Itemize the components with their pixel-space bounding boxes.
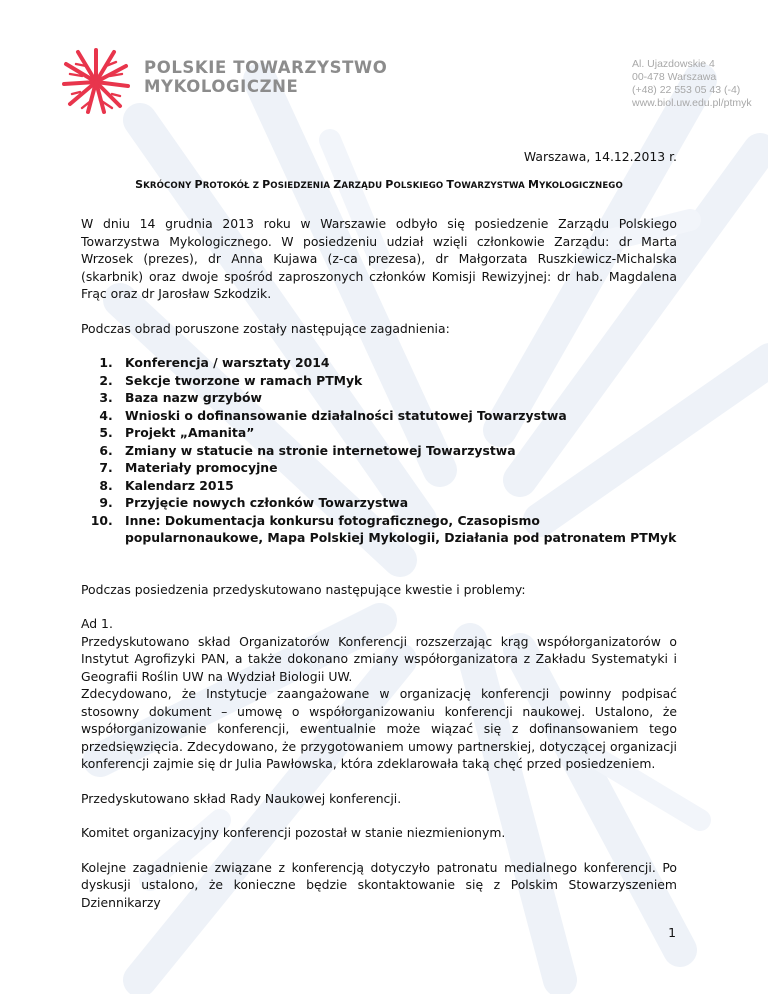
agenda-item: 9. Przyjęcie nowych członków Towarzystwa	[117, 494, 677, 512]
agenda-list	[81, 354, 677, 547]
document-date: Warszawa, 14.12.2013 r.	[523, 149, 677, 164]
title-initial: P	[262, 177, 271, 191]
title-word-rest: ROTOKÓŁ Z	[202, 180, 263, 191]
agenda-item: 4. Wnioski o dofinansowanie działalności statutowej Towarzystwa	[117, 407, 677, 425]
title-word-rest: OWARZYSTWA	[454, 180, 529, 191]
ad1-paragraph-4: Komitet organizacyjny konferencji pozostał w stanie niezmienionym.	[81, 825, 506, 840]
ad1-paragraph-3: Przedyskutowano skład Rady Naukowej konferencji.	[81, 790, 402, 806]
title-word-rest: OLSKIEGO	[393, 180, 447, 191]
title-initial: M	[528, 177, 540, 191]
agenda-item: 6. Zmiany w statucie na stronie internetowej Towarzystwa	[117, 442, 677, 460]
document-title	[81, 176, 677, 196]
agenda-item: 8. Kalendarz 2015	[117, 477, 677, 495]
title-word-rest: OSIEDZENIA	[270, 180, 334, 191]
organization-address	[632, 58, 752, 110]
document-body	[81, 148, 677, 928]
agenda-item: 5. Projekt „Amanita”	[117, 424, 677, 442]
ad1-paragraph-5: Kolejne zagadnienie związane z konferencją dotyczyło patronatu medialnego konferencji. Po dyskusji ustalono, że konieczne będzie skontaktowanie się z Polskim Stowarzyszeniem Dziennikarzy	[81, 859, 677, 910]
address-website[interactable]: www.biol.uw.edu.pl/ptmyk	[632, 97, 752, 109]
address-phone: (+48) 22 553 05 43 (-4)	[632, 84, 741, 96]
org-name-line1: POLSKIE TOWARZYSTWO	[144, 58, 388, 77]
ad1-heading: Ad 1.	[81, 616, 113, 631]
address-street: Al. Ujazdowskie 4	[632, 58, 715, 70]
address-city: 00-478 Warszawa	[632, 71, 717, 83]
agenda-item: 10. Inne: Dokumentacja konkursu fotograficznego, Czasopismo popularnonaukowe, Mapa Polskiej Mykologii, Działania pod patronatem PTMyk	[117, 512, 677, 547]
title-initial: S	[135, 177, 144, 191]
ad1-paragraph-1: Przedyskutowano skład Organizatorów Konferencji rozszerzając krąg współorganizatorów o Instytut Agrofizyki PAN, a także dokonano zmiany współorganizatora z Zakładu Systematyki i Geografii Roślin UW na Wydział Biologii UW.	[81, 633, 677, 684]
title-initial: P	[194, 177, 203, 191]
title-initial: P	[385, 177, 394, 191]
organization-name	[144, 58, 387, 96]
ptm-logo-icon	[58, 42, 134, 118]
discussion-intro: Podczas posiedzenia przedyskutowano następujące kwestie i problemy:	[81, 581, 526, 597]
title-word-rest: YKOLOGICZNEGO	[539, 180, 623, 191]
intro-paragraph: W dniu 14 grudnia 2013 roku w Warszawie odbyło się posiedzenie Zarządu Polskiego Towarzystwa Mykologicznego. W posiedzeniu udział wzięli członkowie Zarządu: dr Marta Wrzosek (prezes), dr Anna Kujawa (z-ca prezesa), dr Małgorzata Ruszkiewicz-Michalska (skarbnik) oraz dwoje spośród zaproszonych członków Komisji Rewizyjnej: dr hab. Magdalena Frąc oraz dr Jarosław Szkodzik.	[81, 216, 677, 301]
agenda-item: 1. Konferencja / warsztaty 2014	[117, 354, 677, 372]
title-word-rest: KRÓCONY	[143, 180, 195, 191]
title-word-rest: ARZĄDU	[341, 180, 386, 191]
title-initial: T	[446, 177, 455, 191]
agenda-intro: Podczas obrad poruszone zostały następujące zagadnienia:	[81, 320, 450, 336]
title-initial: Z	[333, 177, 342, 191]
agenda-item: 2. Sekcje tworzone w ramach PTMyk	[117, 372, 677, 390]
org-name-line2: MYKOLOGICZNE	[144, 77, 299, 96]
ad1-paragraph-2: Zdecydowano, że Instytucje zaangażowane w organizację konferencji powinny podpisać stosowny dokument – umowę o współorganizowaniu konferencji naukowej. Ustalono, że współorganizowanie konferencji, ewentualnie może wiązać się z dofinansowaniem tego przedsięwzięcia. Zdecydowano, że przygotowaniem umowy partnerskiej, dotyczącej organizacji konferencji zajmie się dr Julia Pawłowska, która zdeklarowała taką chęć przed posiedzeniem.	[81, 686, 677, 771]
agenda-item: 3. Baza nazw grzybów	[117, 389, 677, 407]
page-number: 1	[668, 925, 676, 940]
agenda-item: 7. Materiały promocyjne	[117, 459, 677, 477]
